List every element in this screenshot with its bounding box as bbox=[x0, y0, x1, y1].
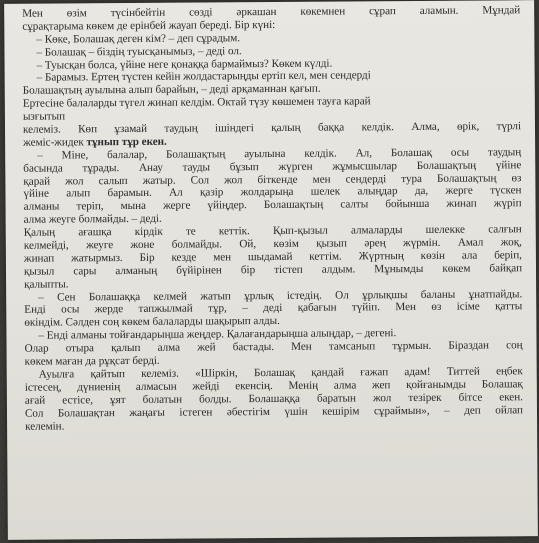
text-line: істесең, дүниенің алмасын жейді екенсің. Менің алма жеп қойғанымды Болашақ bbox=[24, 378, 523, 394]
text-line: сұрақтарыма көкем де ерінбей жауап береді. Бір күні: bbox=[22, 18, 276, 33]
text-line: үйіне алып барамын. Ал қазір жолдарыңа шелек алыңдар да, жерге түскен bbox=[23, 184, 522, 201]
book-page bbox=[4, 0, 538, 540]
text-line: Ертесіне балаларды түгел жинап келдім. Октай түзу көшемен тауға карай bbox=[22, 95, 371, 110]
text-line: ағай естісе, ұят болатын болды. Болашаққа баратын жол тезірек бітсе екен. bbox=[24, 390, 523, 407]
text-line: Мен өзім түсінбейтін сөзді әркашан көкемнен сұрап аламын. Мұндай bbox=[22, 4, 521, 20]
text-line: көкем маған да рұқсат берді. bbox=[24, 354, 160, 368]
text-span: жеміс-жидек bbox=[23, 136, 87, 149]
text-line: басында тұрады. Анау тауды бұзып жүрген жұмысшылар Болашақтың үйіне bbox=[23, 158, 522, 175]
text-line: – Сен Болашаққа келмей жатып ұрлық істедің. Ол ұрлықшы баланы ұнатпайды. bbox=[38, 287, 523, 304]
text-line: – Барамыз. Ертең түстен кейін жолдастарыңды ертіп кел, мен сендерді bbox=[36, 69, 371, 85]
text-line: – Міне, балалар, Болашақтың ауылына келдік. Ал, Болашақ осы таудың bbox=[37, 146, 522, 162]
text-line: ызғытып bbox=[22, 110, 66, 123]
bold-text-span: тұнып тұр екен. bbox=[86, 135, 167, 149]
page-text bbox=[22, 4, 523, 433]
text-line: Болашақтың ауылына алып барайын, – деді арқаманнан қағып. bbox=[22, 82, 321, 98]
text-line: Енді осы жерде тапжылмай тұр, – деді қабағын түйіп. Мен өз ісіме қатты bbox=[24, 300, 523, 317]
text-line: Ауылға қайтып келеміз. «Шіркін, Болашақ қандай ғажап адам! Титтей еңбек bbox=[38, 365, 523, 381]
text-line: Олар отыра қалып алма жей бастады. Мен тамсанып тұрмын. Біраздан соң bbox=[24, 339, 523, 355]
text-line: қарай жол салып жатыр. Сол жол біткенде мен сендерді тура Болашақтың өз bbox=[23, 171, 522, 188]
text-line: келмейді, жеуге жоне болмайды. Ой, көзім қызып әрең жүрмін. Амал жоқ, bbox=[23, 236, 522, 252]
text-line: жинап жатырмыз. Бір кезде мен шыдамай кеттім. Жүртның көзін ала беріп, bbox=[23, 249, 522, 265]
text-line: алма жеуге болмайды. – деді. bbox=[23, 213, 162, 226]
text-line: келемін. bbox=[25, 419, 65, 433]
text-line: – Болашақ – біздің туысқанымыз, – деді ол. bbox=[36, 44, 242, 59]
text-line: өкіндім. Сәлден соң көкем балаларды шақырып алды. bbox=[24, 315, 280, 330]
text-line: Сол Болашақтан жаңағы істеген әбестігім үшін кешірім сұраймын», – деп ойлап bbox=[24, 403, 524, 420]
text-line: қызыл сары алманың бүйірінен бір тістеп алдым. Мұнымды көкем байқап bbox=[23, 262, 523, 278]
text-line: – Енді алманы тойғандарыңша жеңдер. Қалағандарыңша алыңдар, – дегені. bbox=[38, 327, 397, 342]
text-line: – Көке, Болашақ деген кім? – деп сұрадым. bbox=[36, 31, 241, 46]
text-line: – Туысқан болса, үйіне неге қонаққа бармаймыз? Көкем күлді. bbox=[36, 57, 333, 72]
text-line: алманы теріп, мына жерге үйіңдер. Болашақтың салты бойынша жинап жүріп bbox=[23, 197, 522, 214]
text-line: қалыпты. bbox=[24, 278, 69, 291]
text-line: келеміз. Көп ұзамай таудың ішіндегі қалың баққа келдік. Алма, өрік, түрлі bbox=[22, 120, 522, 136]
text-line: Қалың ағашқа кірдік те кеттік. Қып-қызыл алмаларды шелекке салғын bbox=[23, 223, 522, 239]
